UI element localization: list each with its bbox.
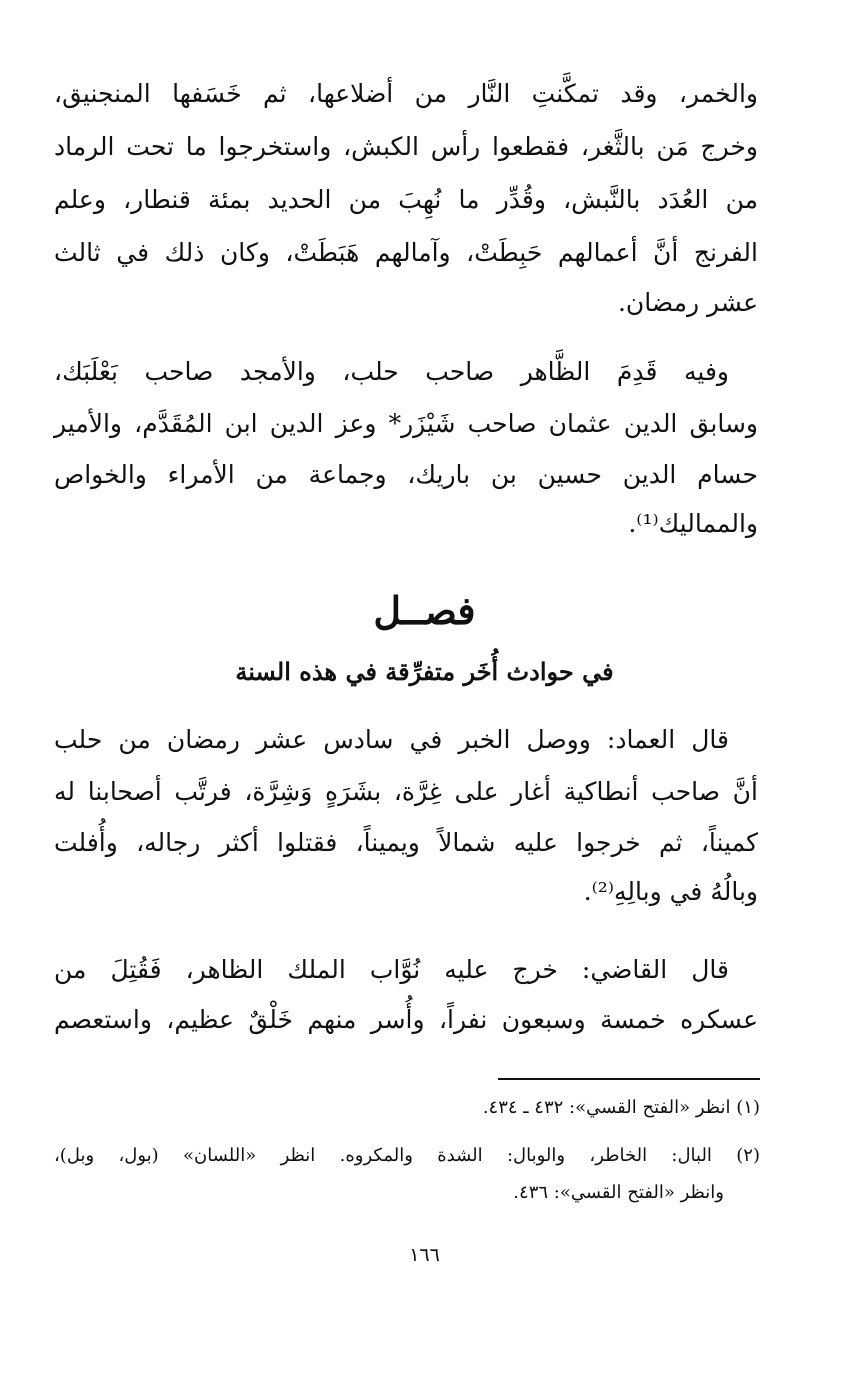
- text-line: قال القاضي: خرج عليه نُوَّاب الملك الظاهر، فَقُتِلَ من: [54, 955, 729, 984]
- text-line: وبالُهُ في وبالِهِ⁽²⁾.: [583, 877, 758, 906]
- text-line: قال العماد: ووصل الخبر في سادس عشر رمضان من حلب: [54, 725, 729, 754]
- text-line: وفيه قَدِمَ الظَّاهر صاحب حلب، والأمجد صاحب بَعْلَبَك،: [54, 357, 729, 386]
- text-line: والمماليك⁽¹⁾.: [628, 509, 758, 538]
- text-line: والخمر، وقد تمكَّنتِ النَّار من أضلاعها، ثم خَسَفها المنجنيق،: [54, 79, 758, 108]
- text-line: وخرج مَن بالثَّغر، فقطعوا رأس الكبش، واستخرجوا ما تحت الرماد: [54, 132, 758, 161]
- footnote-divider: [498, 1078, 760, 1080]
- text-line: وسابق الدين عثمان صاحب شَيْزَر* وعز الدين ابن المُقَدَّم، والأمير: [54, 409, 758, 438]
- page-number: ١٦٦: [409, 1244, 440, 1266]
- section-subtitle: في حوادث أُخَر متفرِّقة في هذه السنة: [235, 657, 614, 686]
- text-line: عسكره خمسة وسبعون نفراً، وأُسر منهم خَلْقٌ عظيم، واستعصم: [54, 1005, 758, 1034]
- footnote-1: (١) انظر «الفتح القسي»: ٤٣٢ ـ ٤٣٤.: [482, 1097, 760, 1118]
- footnote-2-line-2: وانظر «الفتح القسي»: ٤٣٦.: [513, 1182, 724, 1203]
- text-line: الفرنج أنَّ أعمالهم حَبِطَتْ، وآمالهم هَبَطَتْ، وكان ذلك في ثالث: [54, 238, 758, 267]
- text-line: حسام الدين حسين بن باريك، وجماعة من الأمراء والخواص: [54, 460, 758, 489]
- footnote-2-line-1: (٢) البال: الخاطر، والوبال: الشدة والمكروه. انظر «اللسان» (بول، وبل)،: [54, 1145, 760, 1166]
- text-line: أنَّ صاحب أنطاكية أغار على غِرَّة، بشَرَهٍ وَشِرَّة، فرتَّب أصحابنا له: [54, 777, 758, 806]
- text-line: كميناً، ثم خرجوا عليه شمالاً ويميناً، فقتلوا أكثر رجاله، وأُفلت: [54, 828, 758, 857]
- text-line: عشر رمضان.: [617, 288, 758, 317]
- section-title: فصــل: [373, 588, 476, 633]
- text-line: من العُدَد بالنَّبش، وقُدِّر ما نُهِبَ من الحديد بمئة قنطار، وعلم: [54, 185, 758, 214]
